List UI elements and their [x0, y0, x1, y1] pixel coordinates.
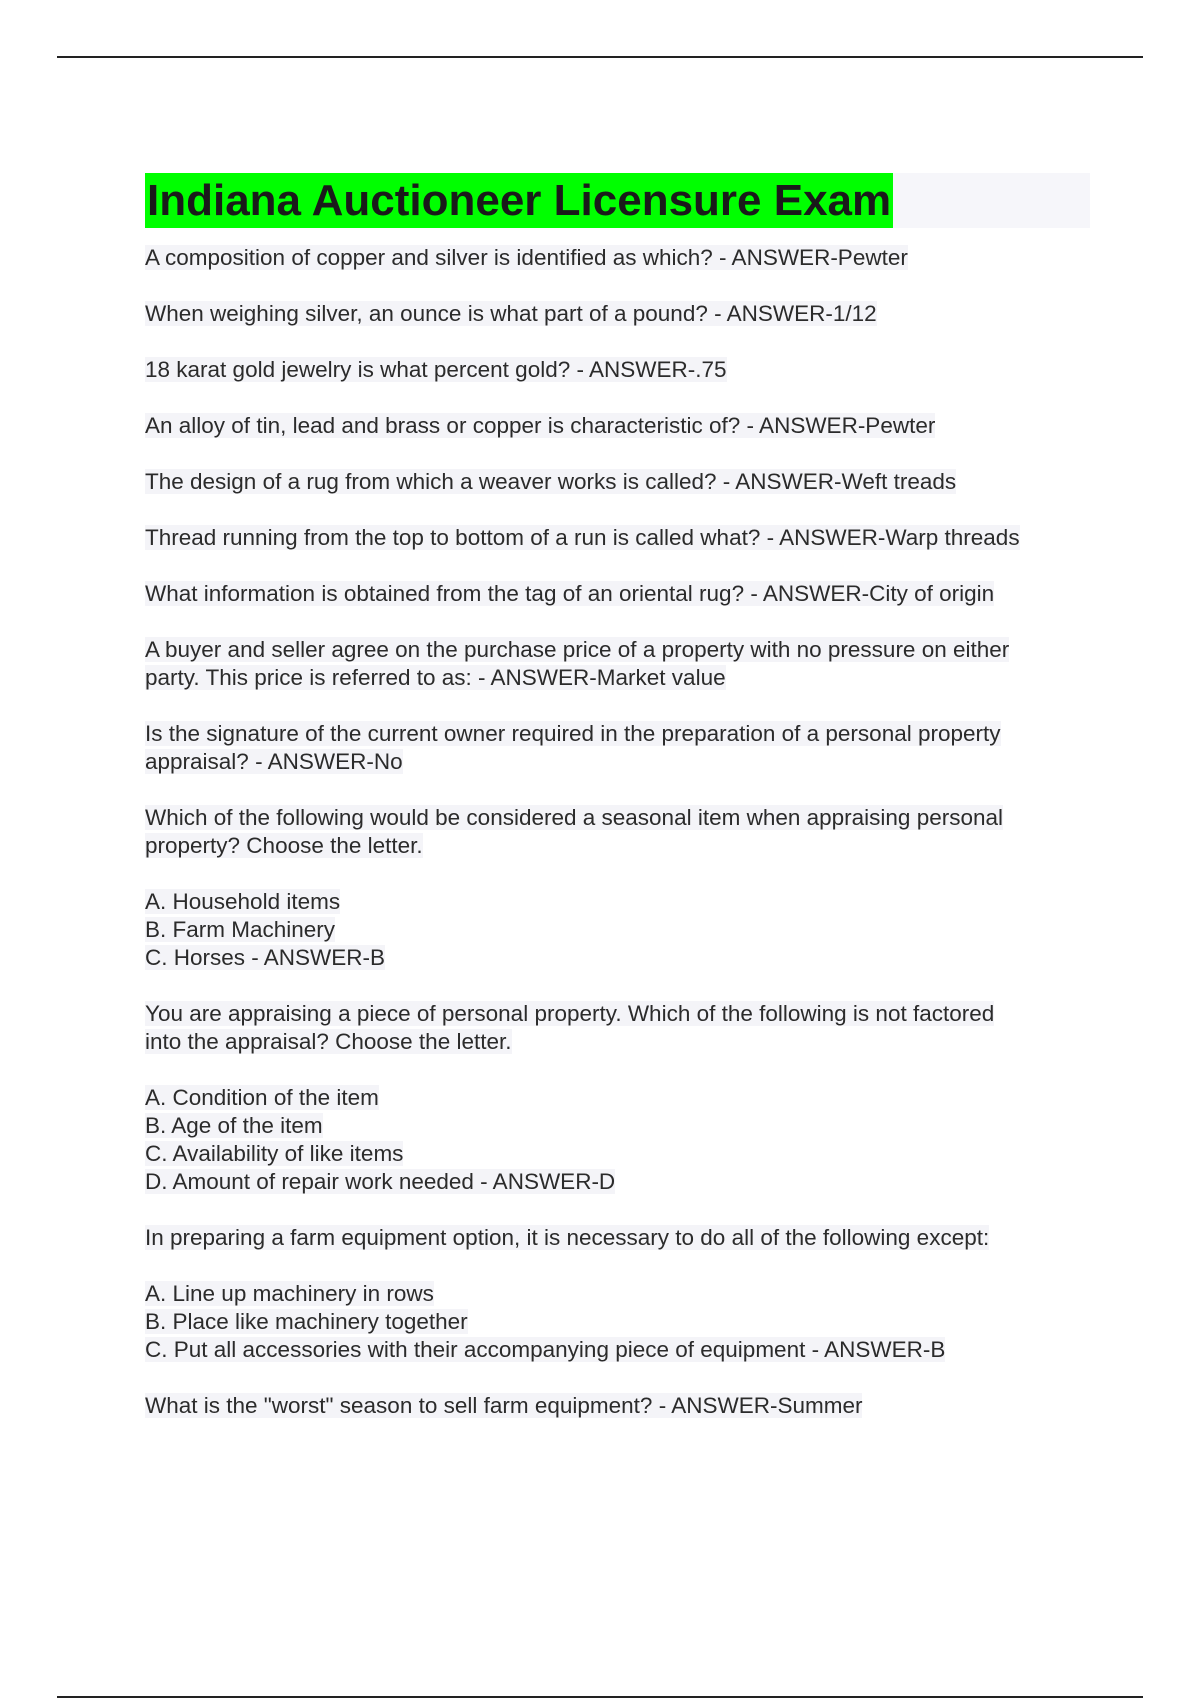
qa-text: The design of a rug from which a weaver works is called? - ANSWER-Weft treads	[145, 469, 957, 494]
qa-text: A. Household items	[145, 889, 341, 914]
qa-text: Which of the following would be considered a seasonal item when appraising personal	[145, 805, 1004, 830]
qa-line	[145, 1336, 1090, 1364]
qa-text: C. Put all accessories with their accompanying piece of equipment - ANSWER-B	[145, 1337, 946, 1362]
qa-line	[145, 1168, 1090, 1196]
qa-text: C. Availability of like items	[145, 1141, 404, 1166]
qa-text: A. Line up machinery in rows	[145, 1281, 434, 1306]
qa-line	[145, 804, 1090, 832]
qa-entry	[145, 1224, 1090, 1252]
qa-line	[145, 1000, 1090, 1028]
qa-line	[145, 1140, 1090, 1168]
qa-line	[145, 1280, 1090, 1308]
qa-text: In preparing a farm equipment option, it is necessary to do all of the following except:	[145, 1225, 990, 1250]
qa-entry	[145, 1000, 1090, 1056]
qa-line	[145, 1224, 1090, 1252]
qa-text: B. Farm Machinery	[145, 917, 336, 942]
top-rule	[57, 56, 1143, 58]
qa-text: D. Amount of repair work needed - ANSWER-D	[145, 1169, 616, 1194]
qa-text: appraisal? - ANSWER-No	[145, 749, 403, 774]
qa-line	[145, 1084, 1090, 1112]
qa-text: Is the signature of the current owner required in the preparation of a personal property	[145, 721, 1001, 746]
qa-text: Thread running from the top to bottom of a run is called what? - ANSWER-Warp threads	[145, 525, 1020, 550]
qa-entry	[145, 804, 1090, 860]
qa-text: A. Condition of the item	[145, 1085, 379, 1110]
qa-entry	[145, 244, 1090, 272]
qa-entry	[145, 412, 1090, 440]
qa-line	[145, 664, 1090, 692]
qa-entry	[145, 580, 1090, 608]
qa-entry	[145, 468, 1090, 496]
qa-line	[145, 1308, 1090, 1336]
bottom-rule	[57, 1696, 1143, 1698]
qa-entry	[145, 300, 1090, 328]
qa-line	[145, 580, 1090, 608]
qa-line	[145, 888, 1090, 916]
qa-line	[145, 300, 1090, 328]
qa-text: A composition of copper and silver is identified as which? - ANSWER-Pewter	[145, 245, 908, 270]
qa-entry	[145, 524, 1090, 552]
qa-text: 18 karat gold jewelry is what percent gold? - ANSWER-.75	[145, 357, 727, 382]
qa-text: When weighing silver, an ounce is what part of a pound? - ANSWER-1/12	[145, 301, 877, 326]
qa-text: You are appraising a piece of personal property. Which of the following is not factored	[145, 1001, 995, 1026]
document-title: Indiana Auctioneer Licensure Exam	[145, 173, 893, 228]
qa-line	[145, 1392, 1090, 1420]
title-band	[145, 173, 1090, 228]
document-body	[145, 173, 1090, 1448]
qa-text: What information is obtained from the tag of an oriental rug? - ANSWER-City of origin	[145, 581, 995, 606]
qa-line	[145, 468, 1090, 496]
qa-entry	[145, 636, 1090, 692]
qa-text: What is the "worst" season to sell farm equipment? - ANSWER-Summer	[145, 1393, 863, 1418]
qa-line	[145, 832, 1090, 860]
qa-entry	[145, 356, 1090, 384]
qa-line	[145, 412, 1090, 440]
qa-line	[145, 944, 1090, 972]
qa-line	[145, 244, 1090, 272]
qa-line	[145, 748, 1090, 776]
qa-entry	[145, 1084, 1090, 1196]
qa-line	[145, 524, 1090, 552]
qa-line	[145, 636, 1090, 664]
qa-text: B. Place like machinery together	[145, 1309, 468, 1334]
qa-entry	[145, 888, 1090, 972]
qa-line	[145, 916, 1090, 944]
qa-entry	[145, 720, 1090, 776]
qa-line	[145, 1028, 1090, 1056]
qa-text: property? Choose the letter.	[145, 833, 423, 858]
qa-entry	[145, 1392, 1090, 1420]
qa-list	[145, 244, 1090, 1420]
qa-text: into the appraisal? Choose the letter.	[145, 1029, 512, 1054]
qa-text: A buyer and seller agree on the purchase price of a property with no pressure on either	[145, 637, 1010, 662]
qa-line	[145, 720, 1090, 748]
qa-text: B. Age of the item	[145, 1113, 323, 1138]
qa-text: C. Horses - ANSWER-B	[145, 945, 386, 970]
qa-entry	[145, 1280, 1090, 1364]
qa-line	[145, 356, 1090, 384]
qa-text: party. This price is referred to as: - ANSWER-Market value	[145, 665, 726, 690]
qa-text: An alloy of tin, lead and brass or copper is characteristic of? - ANSWER-Pewter	[145, 413, 936, 438]
qa-line	[145, 1112, 1090, 1140]
